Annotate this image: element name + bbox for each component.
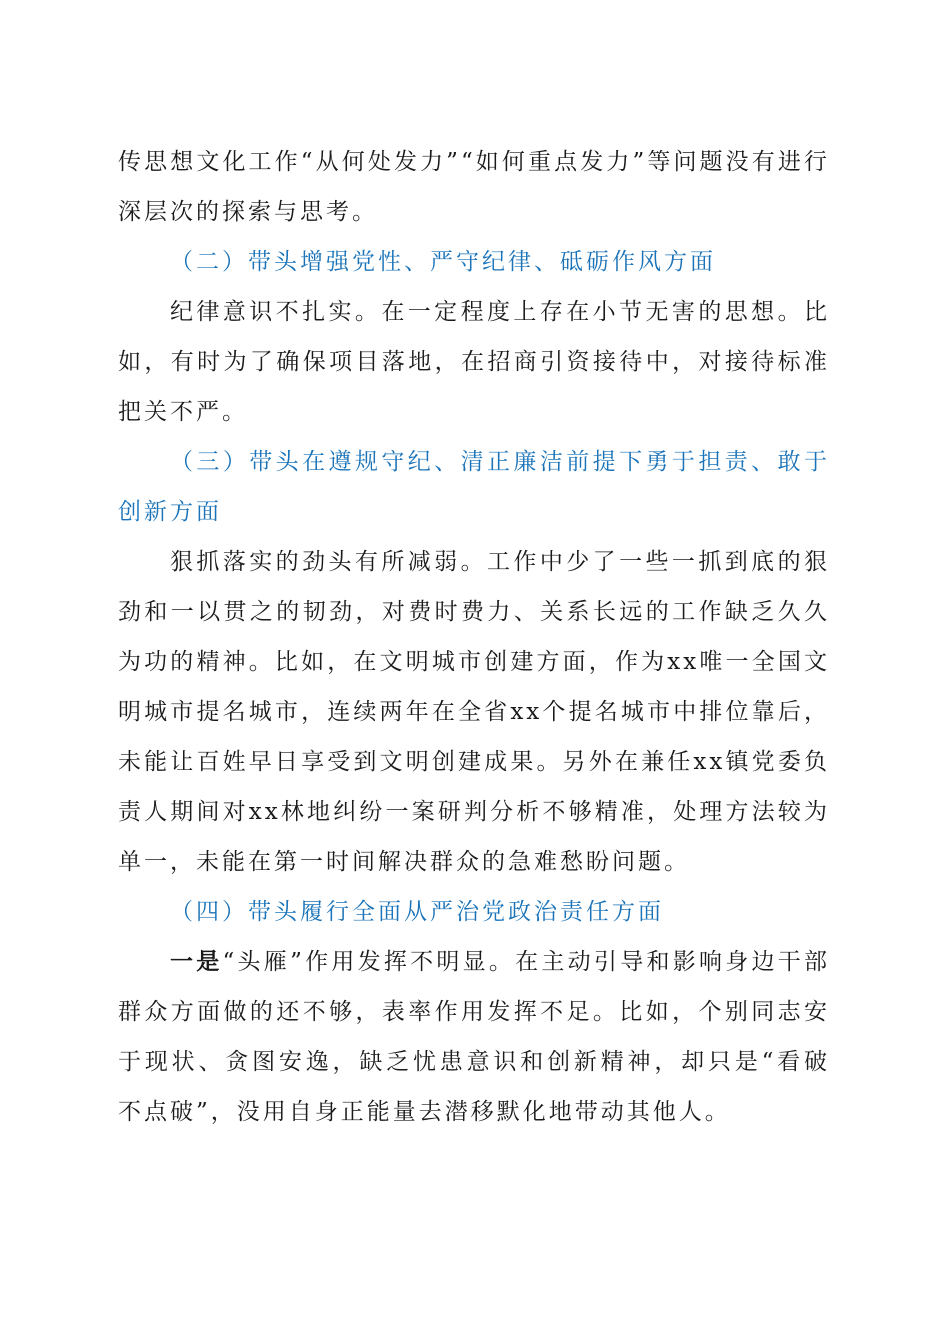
paragraph-continuation: 传思想文化工作“从何处发力”“如何重点发力”等问题没有进行深层次的探索与思考。 [118, 149, 830, 225]
section-heading-3: （三）带头在遵规守纪、清正廉洁前提下勇于担责、敢于创新方面 [118, 449, 830, 525]
paragraph-implementation: 狠抓落实的劲头有所减弱。工作中少了一些一抓到底的狠劲和一以贯之的韧劲，对费时费力、关系长远的工作缺乏久久为功的精神。比如，在文明城市创建方面，作为xx唯一全国文明城市提名城市，连续两年在全省xx个提名城市中排位靠后，未能让百姓早日享受到文明创建成果。另外在兼任xx镇党委负责人期间对xx林地纠纷一案研判分析不够精准，处理方法较为单一，未能在第一时间解决群众的急难愁盼问题。 [118, 549, 830, 875]
document-body [118, 137, 830, 1137]
paragraph-lead-label: 一是 [170, 948, 223, 975]
paragraph-discipline: 纪律意识不扎实。在一定程度上存在小节无害的思想。比如，有时为了确保项目落地，在招商引资接待中，对接待标准把关不严。 [118, 299, 830, 425]
paragraph-leadership [118, 937, 830, 1137]
paragraph-leadership-text: “头雁”作用发挥不明显。在主动引导和影响身边干部群众方面做的还不够，表率作用发挥不足。比如，个别同志安于现状、贪图安逸，缺乏忧患意识和创新精神，却只是“看破不点破”，没用自身正能量去潜移默化地带动其他人。 [118, 949, 830, 1125]
section-heading-4: （四）带头履行全面从严治党政治责任方面 [170, 899, 664, 925]
section-heading-2: （二）带头增强党性、严守纪律、砥砺作风方面 [170, 249, 716, 275]
